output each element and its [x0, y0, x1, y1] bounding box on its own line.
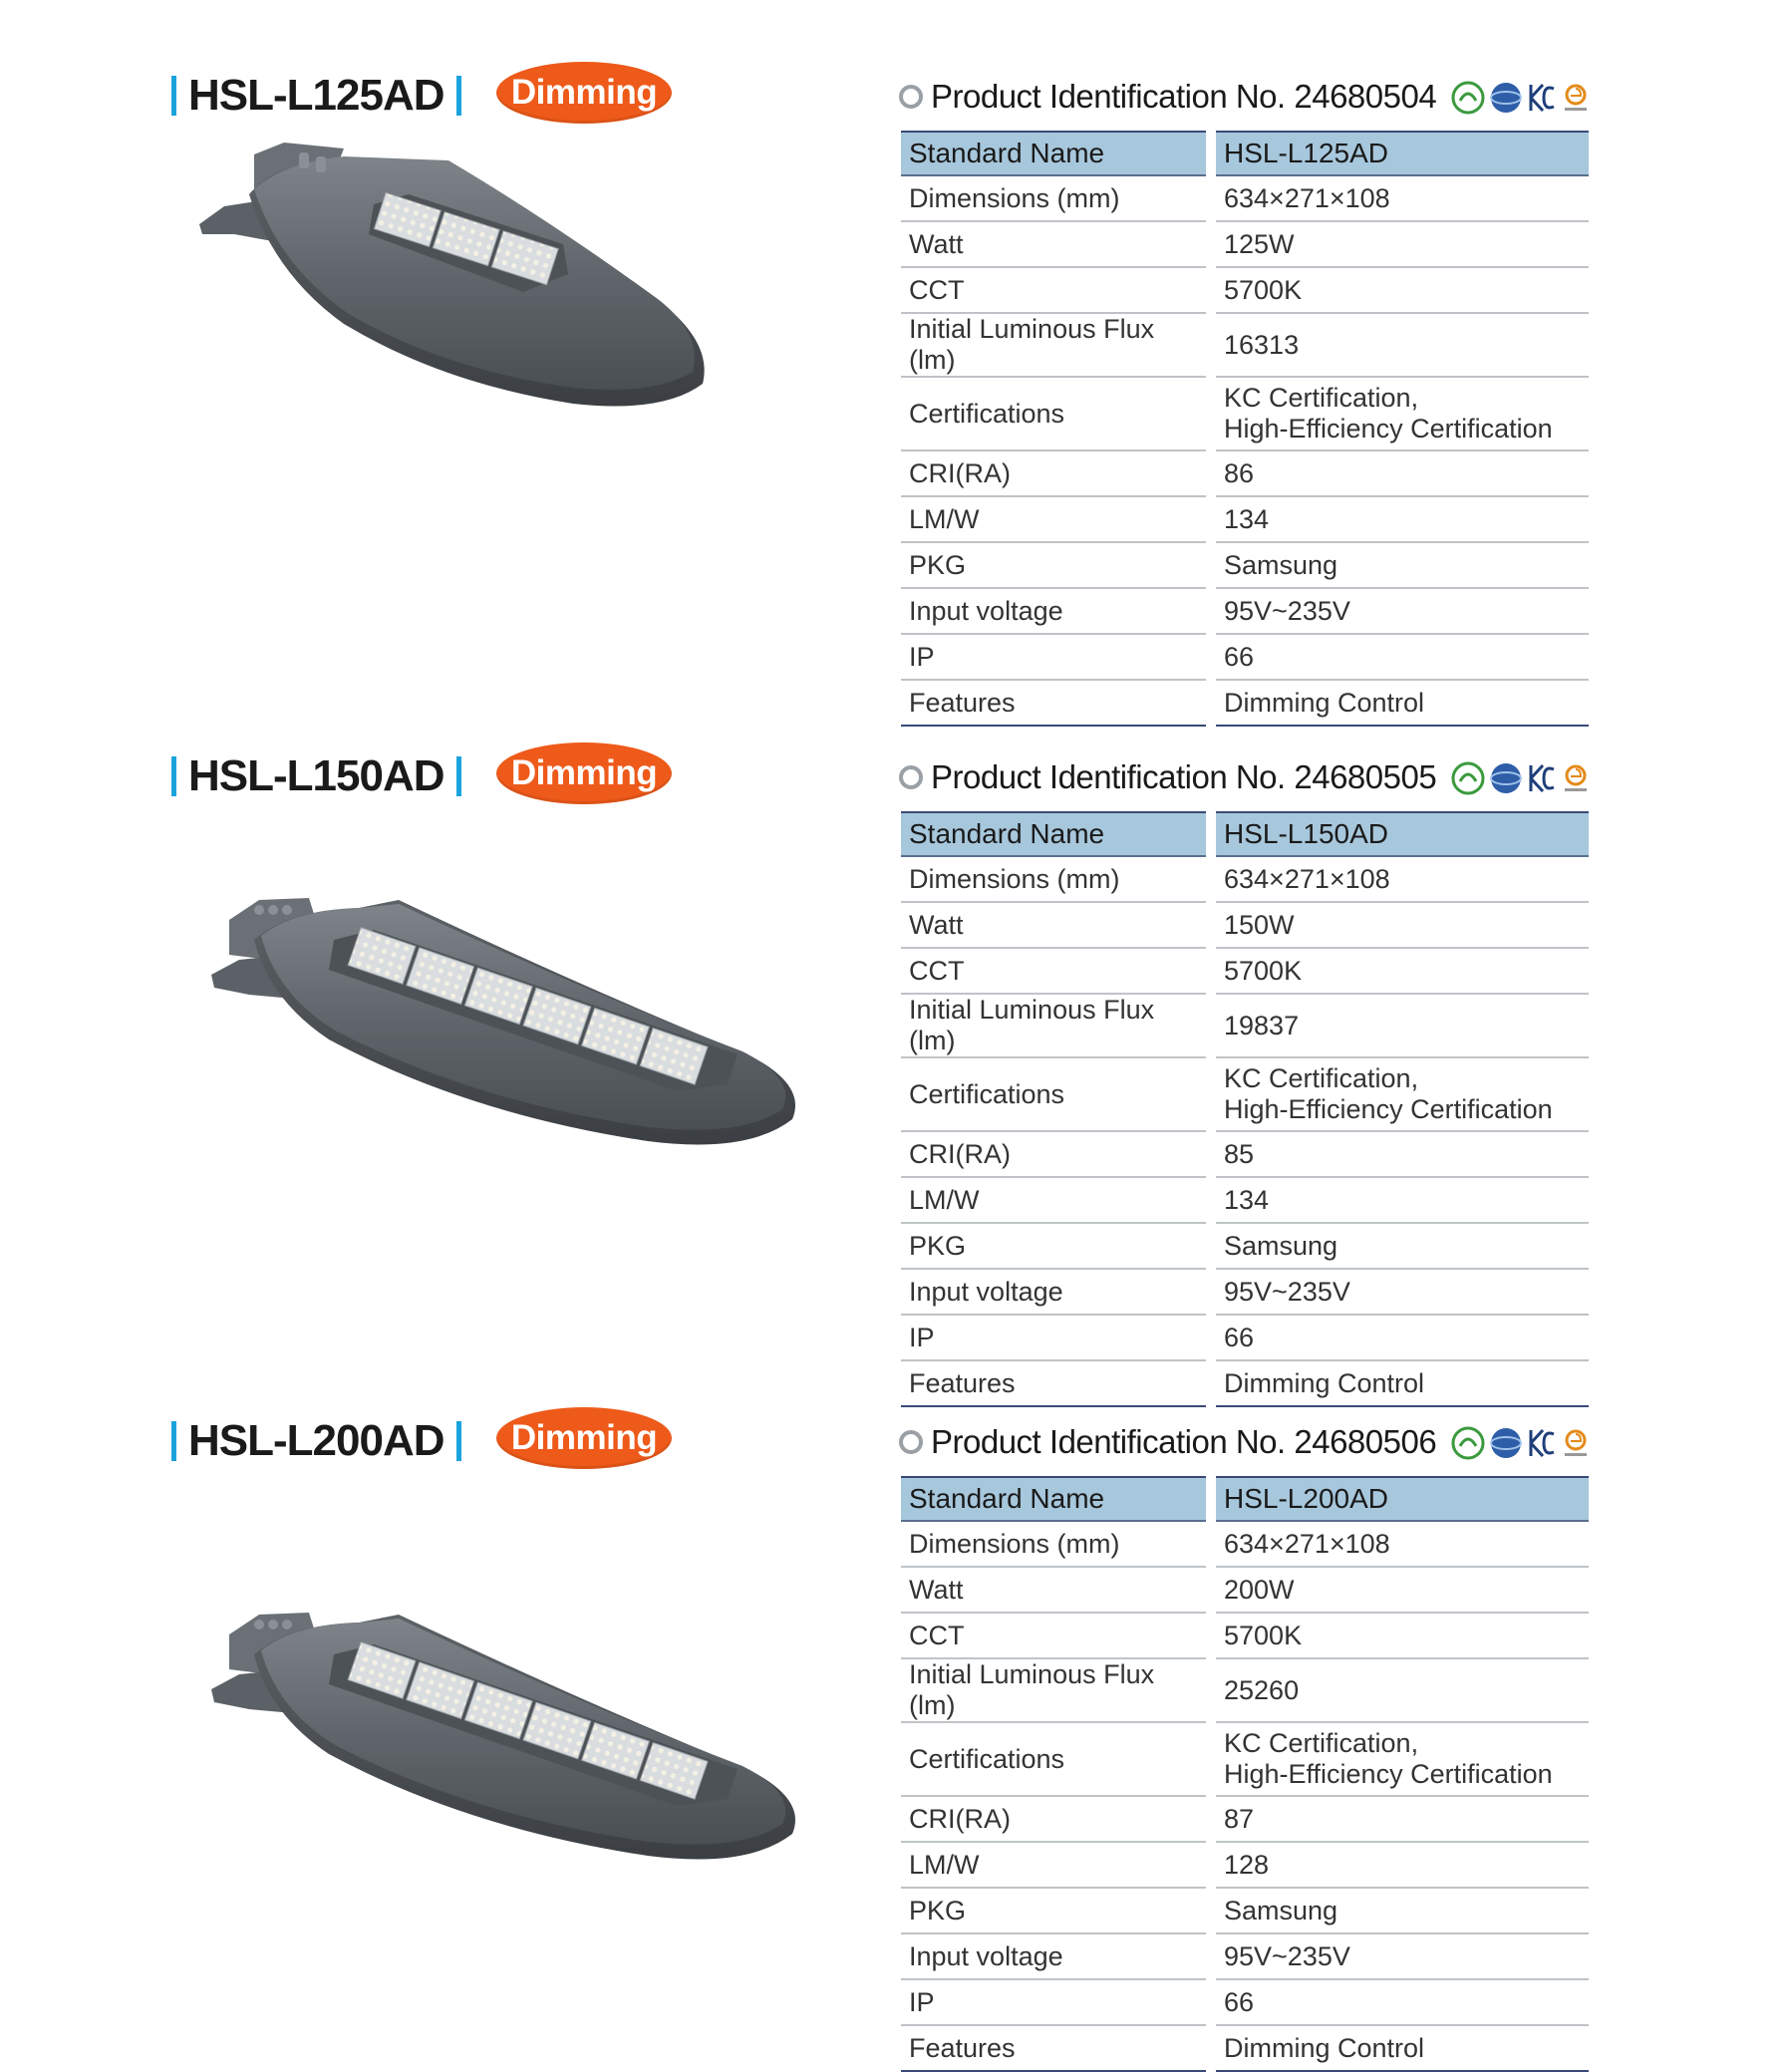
spec-label: PKG — [901, 543, 1206, 589]
street-light-image — [209, 880, 807, 1169]
spec-label: CCT — [901, 949, 1206, 995]
spec-value — [1216, 1723, 1589, 1797]
accent-bar — [171, 1421, 176, 1461]
table-row — [901, 1178, 1589, 1224]
dimming-badge: Dimming — [496, 742, 672, 804]
spec-label: Standard Name — [901, 1476, 1206, 1522]
spec-value — [1216, 378, 1589, 451]
spec-value: 86 — [1216, 451, 1589, 497]
spec-value: 95V~235V — [1216, 589, 1589, 635]
spec-value: 634×271×108 — [1216, 1522, 1589, 1568]
cable-gland — [254, 1620, 264, 1629]
spec-value: Dimming Control — [1216, 2026, 1589, 2072]
table-row — [901, 1224, 1589, 1270]
spec-label: Input voltage — [901, 1270, 1206, 1316]
cable-gland — [282, 905, 292, 915]
spec-value: 16313 — [1216, 314, 1589, 378]
spec-value: 66 — [1216, 635, 1589, 681]
table-row — [901, 222, 1589, 268]
cable-gland — [268, 1620, 278, 1629]
table-row — [901, 314, 1589, 378]
table-row — [901, 1132, 1589, 1178]
street-light-image — [209, 1595, 807, 1884]
spec-label: Input voltage — [901, 589, 1206, 635]
spec-label: CRI(RA) — [901, 1132, 1206, 1178]
cable-gland — [316, 156, 326, 172]
spec-value: 95V~235V — [1216, 1934, 1589, 1980]
spec-value: HSL-L200AD — [1216, 1476, 1589, 1522]
spec-value: 25260 — [1216, 1659, 1589, 1723]
spec-label: CCT — [901, 1614, 1206, 1659]
eco-label-icon — [1451, 1426, 1485, 1460]
table-row — [901, 903, 1589, 949]
spec-label: Initial Luminous Flux (lm) — [901, 314, 1206, 378]
table-row — [901, 378, 1589, 451]
bullet-ring-icon — [899, 765, 923, 789]
spec-table — [901, 811, 1589, 1407]
spec-label: Features — [901, 1361, 1206, 1407]
e-pass-icon — [1489, 81, 1523, 115]
spec-value: 5700K — [1216, 1614, 1589, 1659]
spec-label: Dimensions (mm) — [901, 176, 1206, 222]
spec-value: 128 — [1216, 1843, 1589, 1889]
spec-label: LM/W — [901, 497, 1206, 543]
spec-label: Standard Name — [901, 811, 1206, 857]
spec-value-line: KC Certification, — [1224, 1728, 1419, 1758]
kc-mark-icon — [1527, 1426, 1557, 1460]
table-row — [901, 1316, 1589, 1361]
spec-value: 634×271×108 — [1216, 857, 1589, 903]
model-name: HSL-L200AD — [188, 1416, 445, 1465]
spec-value: 19837 — [1216, 995, 1589, 1058]
certification-logos — [1451, 76, 1591, 120]
spec-value-line: KC Certification, — [1224, 1063, 1419, 1093]
spec-label: CRI(RA) — [901, 1797, 1206, 1843]
table-header-row — [901, 811, 1589, 857]
cable-gland — [282, 1620, 292, 1629]
product-id — [899, 752, 1436, 802]
spec-label: Certifications — [901, 378, 1206, 451]
table-row — [901, 589, 1589, 635]
street-light-image — [194, 135, 723, 414]
accent-bar — [456, 756, 461, 796]
eco-label-icon — [1451, 761, 1485, 795]
spec-value: 66 — [1216, 1980, 1589, 2026]
high-efficiency-icon — [1561, 81, 1591, 115]
table-row — [901, 949, 1589, 995]
dimming-badge: Dimming — [496, 1407, 672, 1469]
table-row — [901, 1797, 1589, 1843]
table-row — [901, 1614, 1589, 1659]
kc-mark-icon — [1527, 81, 1557, 115]
spec-value: 5700K — [1216, 268, 1589, 314]
spec-value — [1216, 1058, 1589, 1132]
product-id-label: Product Identification No. 24680506 — [931, 1423, 1437, 1460]
spec-value: 85 — [1216, 1132, 1589, 1178]
table-row — [901, 1568, 1589, 1614]
table-row — [901, 1980, 1589, 2026]
table-row — [901, 1522, 1589, 1568]
e-pass-icon — [1489, 1426, 1523, 1460]
table-row — [901, 543, 1589, 589]
spec-label: Initial Luminous Flux (lm) — [901, 995, 1206, 1058]
product-id-label: Product Identification No. 24680504 — [931, 78, 1437, 115]
spec-label: PKG — [901, 1224, 1206, 1270]
spec-value: 634×271×108 — [1216, 176, 1589, 222]
spec-value: Samsung — [1216, 543, 1589, 589]
spec-value-line: KC Certification, — [1224, 383, 1419, 413]
table-row — [901, 451, 1589, 497]
table-row — [901, 268, 1589, 314]
spec-label: Certifications — [901, 1058, 1206, 1132]
spec-label: IP — [901, 1316, 1206, 1361]
table-row — [901, 1934, 1589, 1980]
spec-table — [901, 1476, 1589, 2072]
table-row — [901, 681, 1589, 727]
spec-value-line: High-Efficiency Certification — [1224, 1094, 1553, 1124]
table-row — [901, 857, 1589, 903]
spec-value: 125W — [1216, 222, 1589, 268]
table-row — [901, 1889, 1589, 1934]
eco-label-icon — [1451, 81, 1485, 115]
spec-value: Dimming Control — [1216, 681, 1589, 727]
accent-bar — [456, 1421, 461, 1461]
table-header-row — [901, 131, 1589, 176]
spec-value: HSL-L150AD — [1216, 811, 1589, 857]
spec-value: 66 — [1216, 1316, 1589, 1361]
table-row — [901, 1270, 1589, 1316]
product-id-label: Product Identification No. 24680505 — [931, 758, 1437, 795]
spec-label: Watt — [901, 1568, 1206, 1614]
spec-value: 150W — [1216, 903, 1589, 949]
spec-label: Standard Name — [901, 131, 1206, 176]
spec-value: Samsung — [1216, 1889, 1589, 1934]
table-row — [901, 635, 1589, 681]
table-row — [901, 1843, 1589, 1889]
spec-value: Dimming Control — [1216, 1361, 1589, 1407]
cable-gland — [268, 905, 278, 915]
spec-value: HSL-L125AD — [1216, 131, 1589, 176]
product-id — [899, 1417, 1436, 1467]
spec-value-line: High-Efficiency Certification — [1224, 1759, 1553, 1789]
dimming-badge: Dimming — [496, 62, 672, 124]
spec-label: Watt — [901, 222, 1206, 268]
spec-value: 200W — [1216, 1568, 1589, 1614]
accent-bar — [171, 76, 176, 116]
bullet-ring-icon — [899, 85, 923, 109]
spec-label: LM/W — [901, 1178, 1206, 1224]
spec-label: Input voltage — [901, 1934, 1206, 1980]
spec-value: 134 — [1216, 1178, 1589, 1224]
table-row — [901, 1058, 1589, 1132]
table-row — [901, 1723, 1589, 1797]
e-pass-icon — [1489, 761, 1523, 795]
spec-label: Features — [901, 681, 1206, 727]
spec-label: LM/W — [901, 1843, 1206, 1889]
spec-value-line: High-Efficiency Certification — [1224, 414, 1553, 444]
spec-label: IP — [901, 635, 1206, 681]
kc-mark-icon — [1527, 761, 1557, 795]
cable-gland — [254, 905, 264, 915]
spec-label: Watt — [901, 903, 1206, 949]
spec-value: 5700K — [1216, 949, 1589, 995]
high-efficiency-icon — [1561, 761, 1591, 795]
spec-label: IP — [901, 1980, 1206, 2026]
table-row — [901, 497, 1589, 543]
spec-label: CCT — [901, 268, 1206, 314]
model-name: HSL-L150AD — [188, 751, 445, 800]
spec-label: Dimensions (mm) — [901, 857, 1206, 903]
model-title — [171, 1411, 461, 1471]
spec-value: Samsung — [1216, 1224, 1589, 1270]
spec-label: Certifications — [901, 1723, 1206, 1797]
spec-table — [901, 131, 1589, 727]
spec-label: PKG — [901, 1889, 1206, 1934]
product-id — [899, 72, 1436, 122]
accent-bar — [171, 756, 176, 796]
certification-logos — [1451, 1421, 1591, 1465]
spec-value: 134 — [1216, 497, 1589, 543]
spec-label: CRI(RA) — [901, 451, 1206, 497]
spec-label: Initial Luminous Flux (lm) — [901, 1659, 1206, 1723]
table-row — [901, 176, 1589, 222]
cable-gland — [299, 152, 309, 168]
spec-value: 95V~235V — [1216, 1270, 1589, 1316]
spec-label: Dimensions (mm) — [901, 1522, 1206, 1568]
table-row — [901, 2026, 1589, 2072]
certification-logos — [1451, 756, 1591, 800]
table-row — [901, 1361, 1589, 1407]
spec-value: 87 — [1216, 1797, 1589, 1843]
accent-bar — [456, 76, 461, 116]
model-title — [171, 746, 461, 806]
spec-label: Features — [901, 2026, 1206, 2072]
high-efficiency-icon — [1561, 1426, 1591, 1460]
table-header-row — [901, 1476, 1589, 1522]
bullet-ring-icon — [899, 1430, 923, 1454]
table-row — [901, 995, 1589, 1058]
model-name: HSL-L125AD — [188, 71, 445, 120]
table-row — [901, 1659, 1589, 1723]
model-title — [171, 66, 461, 126]
